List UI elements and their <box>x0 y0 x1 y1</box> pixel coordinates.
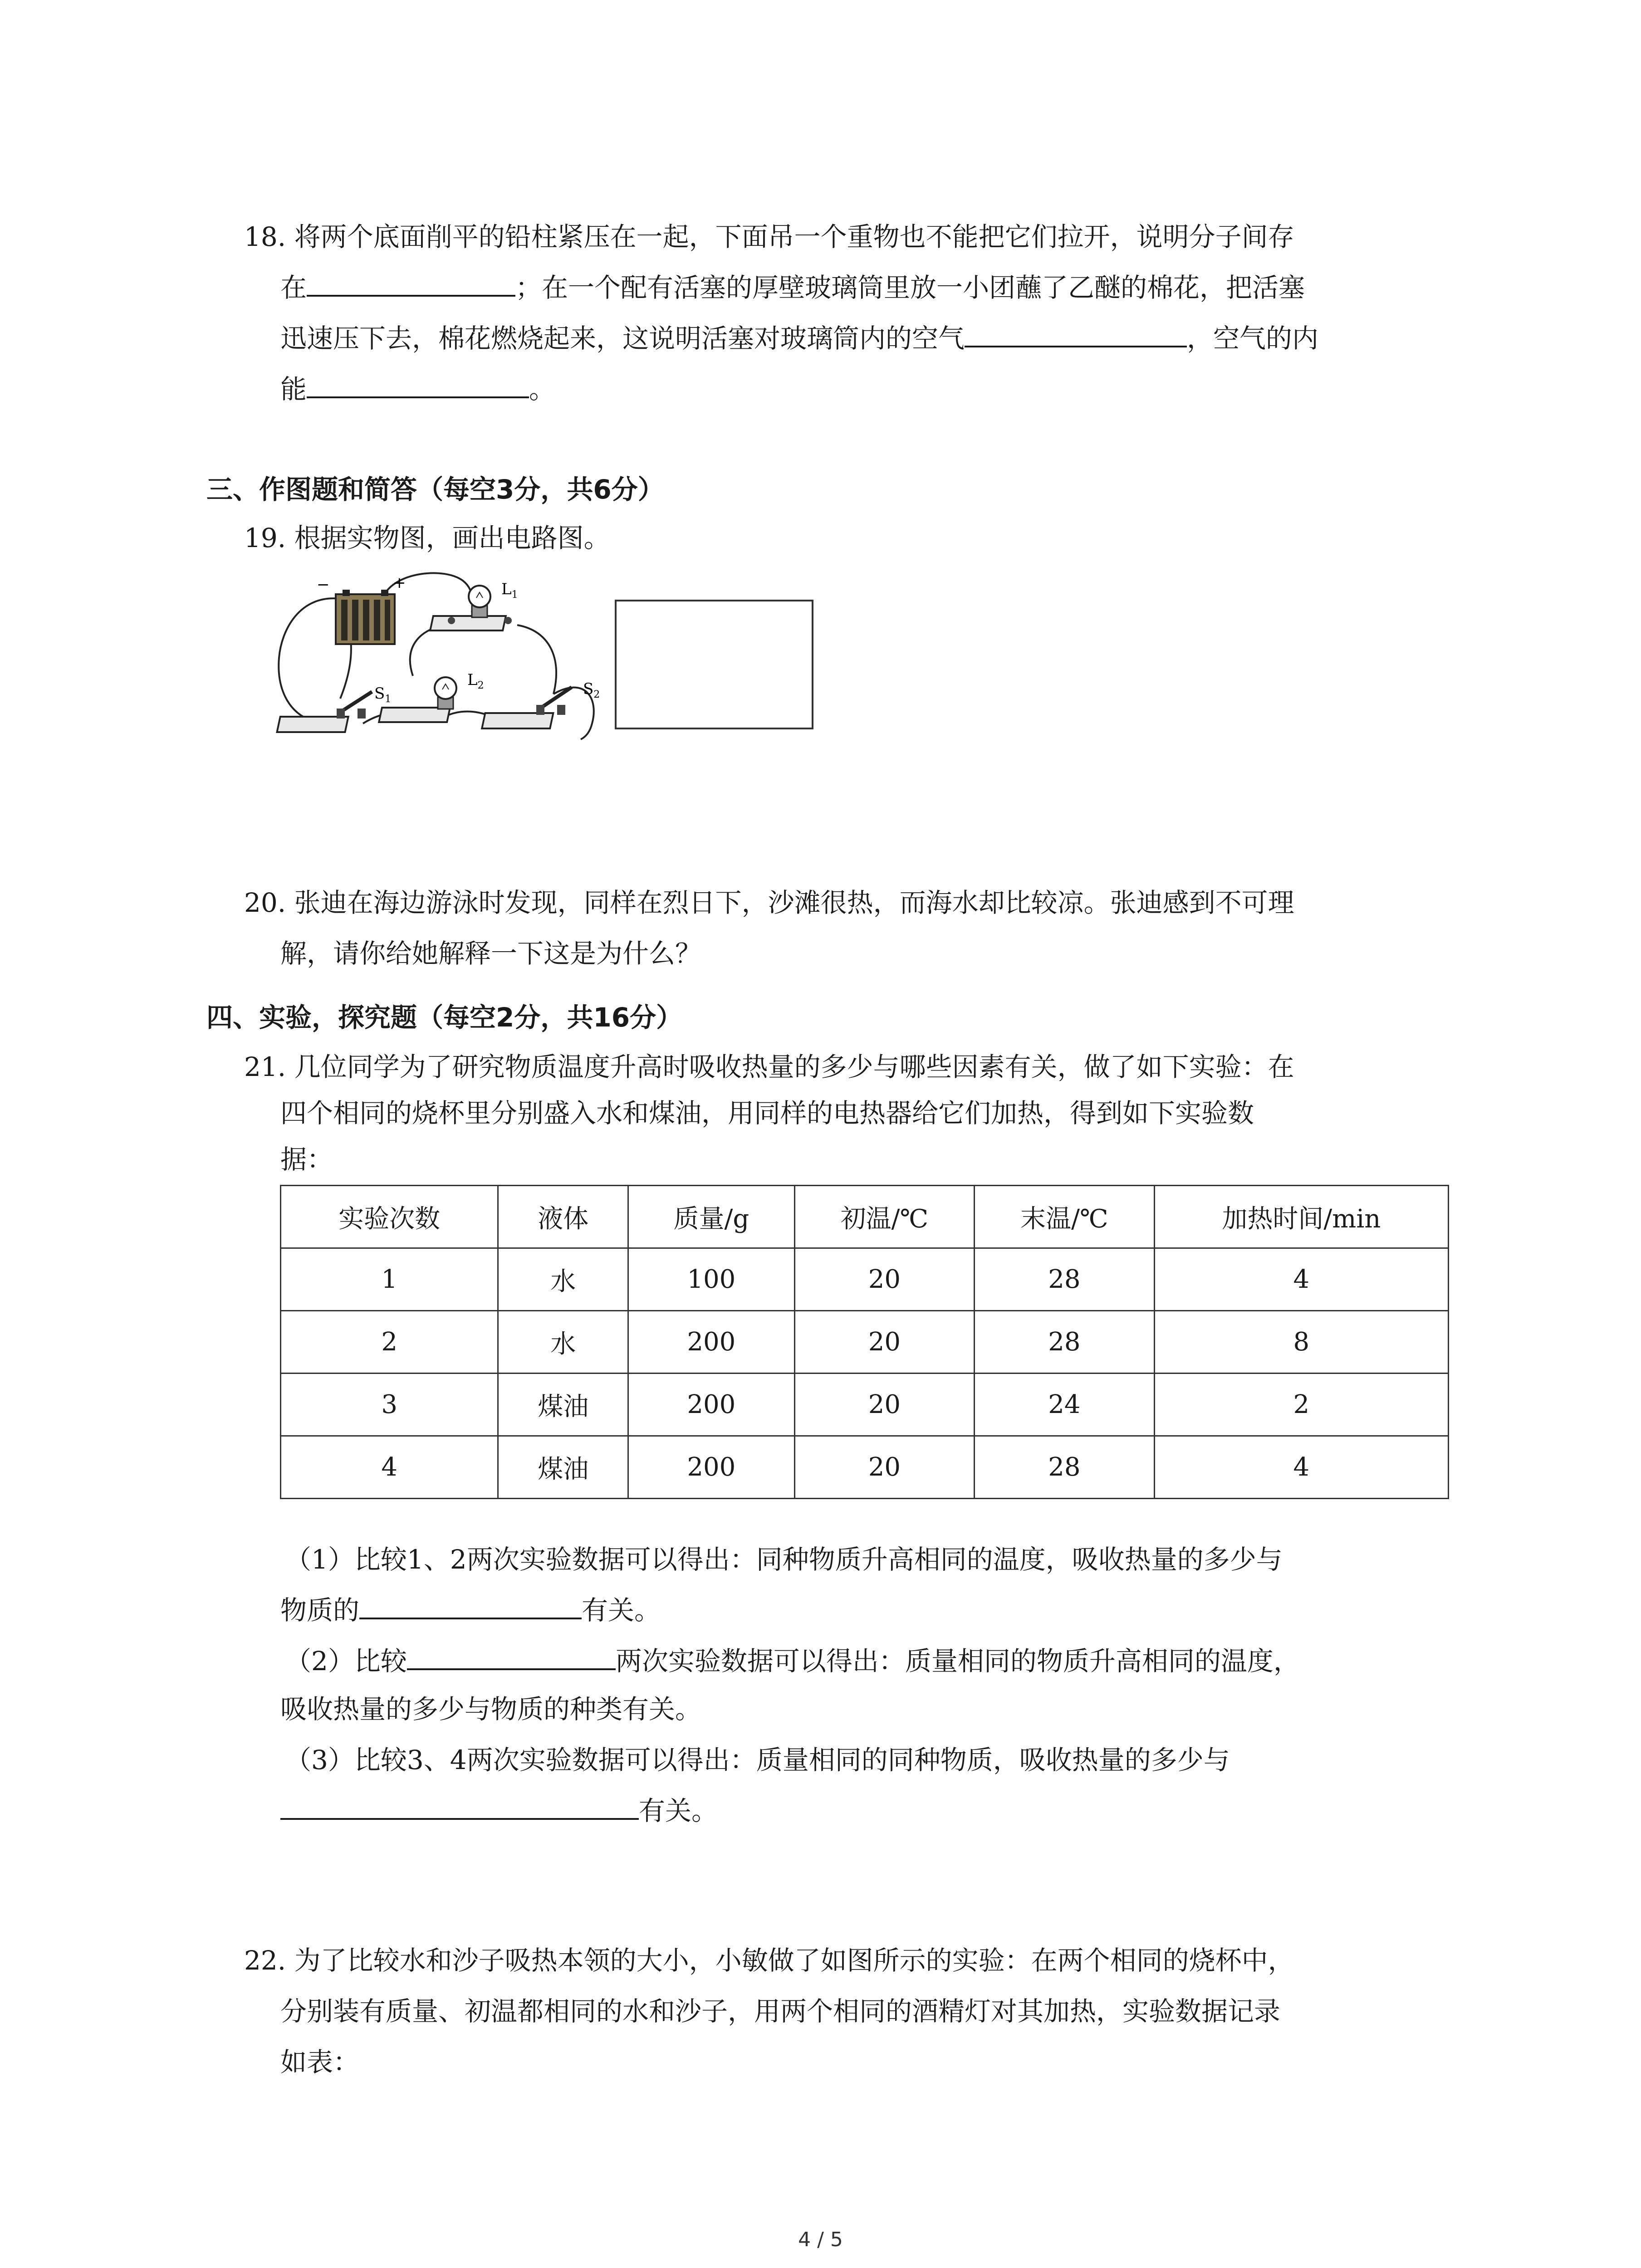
table-cell: 200 <box>628 1374 795 1436</box>
wire <box>279 598 340 721</box>
switch-s1-label: $S_1$ <box>374 684 392 705</box>
table-cell: 200 <box>628 1436 795 1499</box>
table-cell: 20 <box>794 1374 975 1436</box>
switch-s1-icon <box>277 692 372 732</box>
answer-blank-21-3[interactable] <box>280 1790 639 1820</box>
table-cell: 8 <box>1154 1311 1448 1374</box>
answer-blank-18c[interactable] <box>307 368 529 398</box>
q19-text: 19. 根据实物图，画出电路图。 <box>244 523 610 553</box>
q21-sub3-line2: 有关。 <box>280 1785 718 1836</box>
lamp-l1-label: $L_1$ <box>501 580 518 601</box>
q18-line1: 18. 将两个底面削平的铅柱紧压在一起，下面吊一个重物也不能把它们拉开，说明分子间存 <box>244 221 1294 252</box>
table-row <box>281 1248 1449 1311</box>
q18-line3: 迅速压下去，棉花燃烧起来，这说明活塞对玻璃筒内的空气 ，空气的内 <box>280 313 1318 364</box>
q21-line3: 据： <box>280 1144 333 1175</box>
battery-negative-label: − <box>317 576 330 594</box>
table-header-cell: 末温/℃ <box>975 1186 1155 1248</box>
table-cell: 1 <box>281 1248 498 1311</box>
answer-blank-18b[interactable] <box>965 318 1187 347</box>
table-row <box>281 1374 1449 1436</box>
q21-sub1-line1: （1）比较1、2两次实验数据可以得出：同种物质升高相同的温度，吸收热量的多少与 <box>285 1544 1283 1575</box>
table-cell: 20 <box>794 1248 975 1311</box>
lamp-l1-icon <box>430 586 512 631</box>
table-row <box>281 1436 1449 1499</box>
section-3-heading: 三、作图题和简答（每空3分，共6分） <box>206 474 664 505</box>
wire <box>517 625 556 694</box>
table-cell: 28 <box>975 1248 1155 1311</box>
table-cell: 水 <box>498 1248 628 1311</box>
q21-line1: 21. 几位同学为了研究物质温度升高时吸收热量的多少与哪些因素有关，做了如下实验：在 <box>244 1051 1294 1082</box>
circuit-physical-diagram <box>272 562 617 753</box>
q21-sub3-line1: （3）比较3、4两次实验数据可以得出：质量相同的同种物质，吸收热量的多少与 <box>285 1745 1230 1775</box>
table-row <box>281 1311 1449 1374</box>
battery-icon <box>336 590 395 644</box>
experiment-data-table <box>280 1185 1449 1499</box>
table-header-row <box>281 1186 1449 1248</box>
table-cell: 20 <box>794 1311 975 1374</box>
page-number: 4 / 5 <box>798 2228 843 2251</box>
table-cell: 28 <box>975 1311 1155 1374</box>
q18-line2: 在 ；在一个配有活塞的厚壁玻璃筒里放一小团蘸了乙醚的棉花，把活塞 <box>280 262 1305 313</box>
section-4-heading: 四、实验，探究题（每空2分，共16分） <box>206 1002 683 1033</box>
table-cell: 煤油 <box>498 1436 628 1499</box>
table-header-cell: 加热时间/min <box>1154 1186 1448 1248</box>
table-header-cell: 初温/℃ <box>794 1186 975 1248</box>
switch-s2-label: $S_2$ <box>583 680 600 700</box>
battery-positive-label: + <box>393 574 406 592</box>
q22-line3: 如表： <box>280 2047 360 2077</box>
table-header-cell: 液体 <box>498 1186 628 1248</box>
table-cell: 2 <box>281 1311 498 1374</box>
table-cell: 4 <box>1154 1436 1448 1499</box>
q21-sub1-line2: 物质的 有关。 <box>280 1585 661 1636</box>
circuit-drawing-box[interactable] <box>615 600 813 729</box>
q20-line1: 20. 张迪在海边游泳时发现，同样在烈日下，沙滩很热，而海水却比较凉。张迪感到不可理 <box>244 887 1294 918</box>
q21-line2: 四个相同的烧杯里分别盛入水和煤油，用同样的电热器给它们加热，得到如下实验数 <box>280 1098 1254 1129</box>
q20-line2: 解，请你给她解释一下这是为什么？ <box>280 938 702 969</box>
wire <box>410 625 445 676</box>
table-cell: 24 <box>975 1374 1155 1436</box>
table-cell: 4 <box>1154 1248 1448 1311</box>
table-cell: 28 <box>975 1436 1155 1499</box>
q21-sub2-line1: （2）比较 两次实验数据可以得出：质量相同的物质升高相同的温度， <box>285 1636 1300 1686</box>
lamp-l2-label: $L_2$ <box>467 671 484 691</box>
switch-s2-icon <box>482 687 572 728</box>
table-header-cell: 实验次数 <box>281 1186 498 1248</box>
table-cell: 3 <box>281 1374 498 1436</box>
table-cell: 200 <box>628 1311 795 1374</box>
table-cell: 100 <box>628 1248 795 1311</box>
answer-blank-21-2[interactable] <box>407 1640 616 1670</box>
table-cell: 煤油 <box>498 1374 628 1436</box>
q18-line4: 能 。 <box>280 364 555 415</box>
q22-line2: 分别装有质量、初温都相同的水和沙子，用两个相同的酒精灯对其加热，实验数据记录 <box>280 1996 1281 2027</box>
table-cell: 20 <box>794 1436 975 1499</box>
q21-sub2-line2: 吸收热量的多少与物质的种类有关。 <box>280 1694 702 1725</box>
table-cell: 2 <box>1154 1374 1448 1436</box>
answer-blank-18a[interactable] <box>307 267 515 297</box>
q22-line1: 22. 为了比较水和沙子吸热本领的大小，小敏做了如图所示的实验：在两个相同的烧杯中， <box>244 1945 1294 1976</box>
table-cell: 水 <box>498 1311 628 1374</box>
table-header-cell: 质量/g <box>628 1186 795 1248</box>
answer-blank-21-1[interactable] <box>359 1589 582 1619</box>
table-cell: 4 <box>281 1436 498 1499</box>
